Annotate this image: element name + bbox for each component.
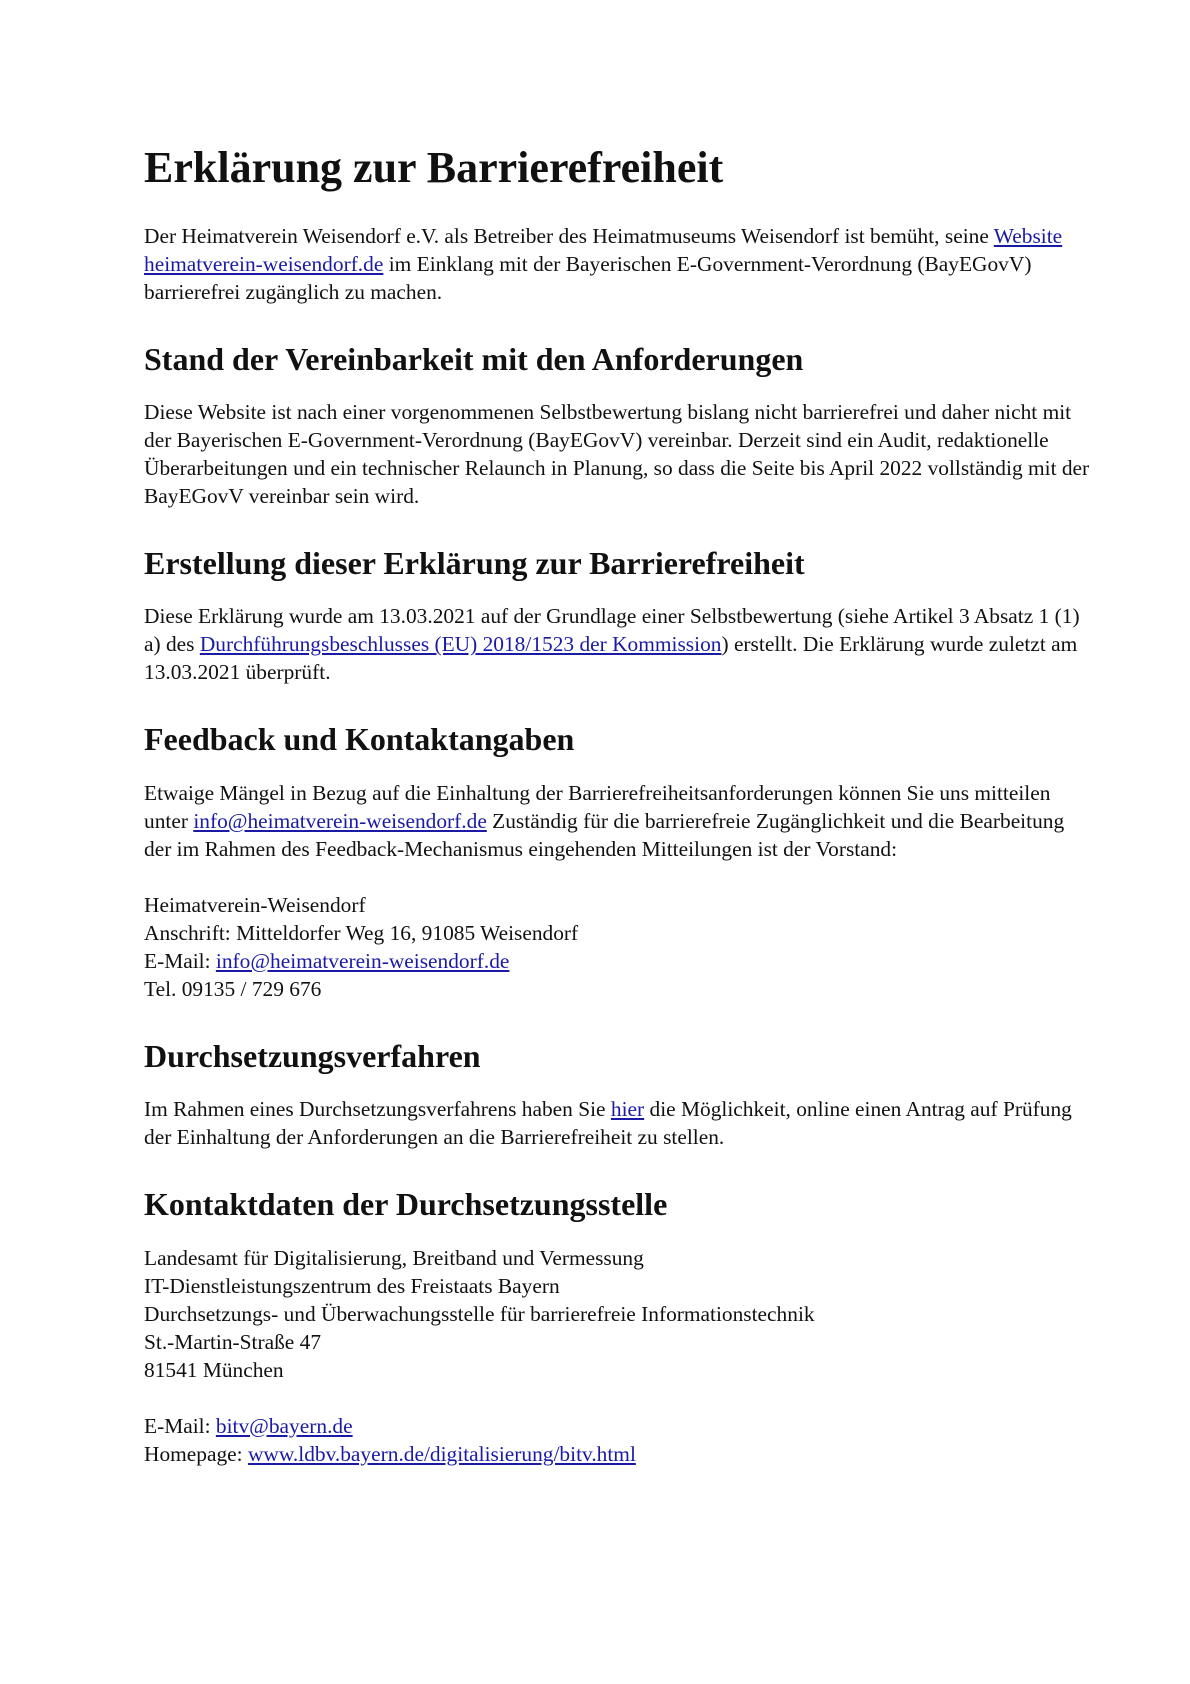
- kontakt-homepage-line: [144, 1440, 1090, 1468]
- feedback-address: Anschrift: Mitteldorfer Weg 16, 91085 Weisendorf: [144, 920, 579, 945]
- durchsetzung-heading: Durchsetzungsverfahren: [144, 1037, 481, 1074]
- stand-section: [144, 340, 1090, 510]
- kontakt-line-5: 81541 München: [144, 1357, 284, 1382]
- kontakt-heading: Kontaktdaten der Durchsetzungsstelle: [144, 1186, 668, 1223]
- erstellung-text-before: Diese Erklärung wurde am 13.03.2021 auf der Grundlage einer Selbstbewertung (siehe Artikel 3 Absatz 1 (1) a) des: [144, 604, 1080, 657]
- feedback-text-after: Zuständig für die barrierefreie Zugänglichkeit und die Bearbeitung der im Rahmen des Feedback-Mechanismus eingehenden Mitteilungen ist der Vorstand:: [144, 808, 1065, 861]
- kontakt-line-3: Durchsetzungs- und Überwachungsstelle für barrierefreie Informationstechnik: [144, 1301, 815, 1326]
- erstellung-section: [144, 544, 1090, 686]
- spacer: [144, 863, 1090, 891]
- erstellung-text-after: ) erstellt. Die Erklärung wurde zuletzt am 13.03.2021 überprüft.: [144, 632, 1078, 685]
- website-link[interactable]: Website heimatverein-weisendorf.de: [144, 223, 1063, 276]
- kontakt-homepage-label: Homepage:: [144, 1441, 248, 1466]
- contact-email-link[interactable]: info@heimatverein-weisendorf.de: [215, 948, 510, 973]
- feedback-heading: Feedback und Kontaktangaben: [144, 721, 575, 758]
- durchsetzung-text-after: die Möglichkeit, online einen Antrag auf Prüfung der Einhaltung der Anforderungen an die Barrierefreiheit zu stellen.: [144, 1097, 1072, 1150]
- stand-paragraph: Diese Website ist nach einer vorgenommenen Selbstbewertung bislang nicht barrierefrei und daher nicht mit der Bayerischen E-Government-Verordnung (BayEGovV) vereinbar. Derzeit sind ein Audit, redaktionelle Überarbeitungen und ein technischer Relaunch in Planung, so dass die Seite bis April 2022 vollständig mit der BayEGovV vereinbar sein wird.: [144, 399, 1090, 508]
- page-title: Erklärung zur Barrierefreiheit: [144, 143, 724, 192]
- durchsetzung-text-before: Im Rahmen eines Durchsetzungsverfahrens haben Sie: [144, 1097, 611, 1122]
- kontakt-email-label: E-Mail:: [144, 1413, 216, 1438]
- intro-paragraph: [144, 222, 1090, 306]
- kontakt-email-line: [144, 1412, 1090, 1440]
- intro-text-before: Der Heimatverein Weisendorf e.V. als Betreiber des Heimatmuseums Weisendorf ist bemüht, seine: [144, 223, 994, 248]
- feedback-paragraph: [144, 779, 1090, 863]
- hier-link[interactable]: hier: [610, 1097, 645, 1122]
- erstellung-heading: Erstellung dieser Erklärung zur Barrierefreiheit: [144, 544, 805, 581]
- bitv-email-link[interactable]: bitv@bayern.de: [215, 1413, 353, 1438]
- kontakt-line-1: Landesamt für Digitalisierung, Breitband und Vermessung: [144, 1245, 644, 1270]
- feedback-email-line: [144, 947, 1090, 975]
- feedback-email-link[interactable]: info@heimatverein-weisendorf.de: [193, 808, 487, 833]
- kontakt-section: [144, 1185, 1090, 1467]
- feedback-section: [144, 720, 1090, 1002]
- kontakt-line-4: St.-Martin-Straße 47: [144, 1329, 322, 1354]
- durchsetzung-paragraph: [144, 1095, 1090, 1151]
- stand-heading: Stand der Vereinbarkeit mit den Anforderungen: [144, 340, 804, 377]
- durchsetzung-section: [144, 1037, 1090, 1151]
- durchfuehrungsbeschluss-link[interactable]: Durchführungsbeschlusses (EU) 2018/1523 der Kommission: [199, 632, 722, 657]
- spacer: [144, 1384, 1090, 1412]
- kontakt-line-2: IT-Dienstleistungszentrum des Freistaats Bayern: [144, 1273, 560, 1298]
- feedback-text-before: Etwaige Mängel in Bezug auf die Einhaltung der Barrierefreiheitsanforderungen können Sie uns mitteilen unter: [144, 780, 1051, 833]
- intro-section: [144, 222, 1090, 306]
- intro-text-after: im Einklang mit der Bayerischen E-Government-Verordnung (BayEGovV) barrierefrei zugänglich zu machen.: [144, 251, 1032, 304]
- erstellung-paragraph: [144, 602, 1090, 686]
- feedback-org: Heimatverein-Weisendorf: [144, 892, 366, 917]
- feedback-phone: Tel. 09135 / 729 676: [144, 976, 322, 1001]
- feedback-email-label: E-Mail:: [144, 948, 216, 973]
- bitv-homepage-link[interactable]: www.ldbv.bayern.de/digitalisierung/bitv.html: [247, 1441, 636, 1466]
